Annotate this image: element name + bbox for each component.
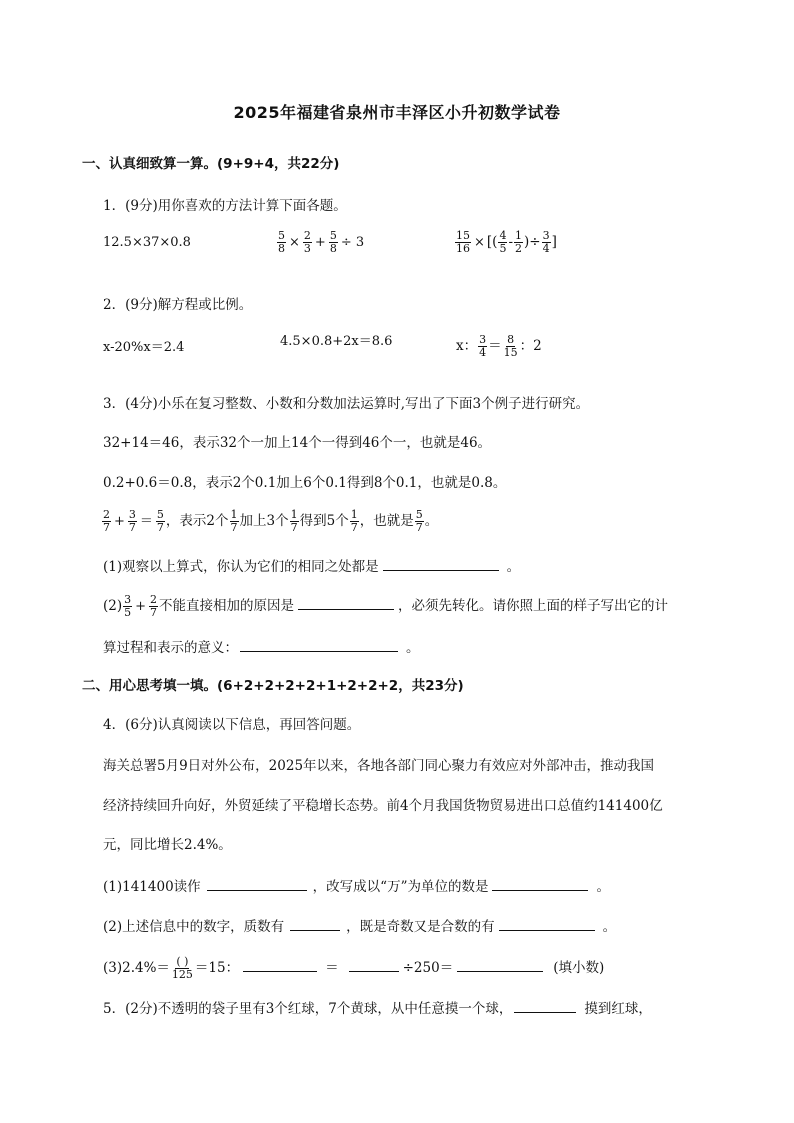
fraction: $\frac{3}{5}$: [124, 593, 132, 619]
q5-stem: 5．(2分)不透明的袋子里有3个红球，7个黄球，从中任意摸一个球， 摸到红球，: [103, 998, 652, 1018]
q3-sub-2-continued: 算过程和表示的意义： 。: [103, 637, 420, 657]
q3-sub-1: (1)观察以上算式，你认为它们的相同之处都是 。: [103, 556, 520, 576]
answer-blank[interactable]: [383, 556, 499, 571]
fraction: $\frac{3}{7}$: [128, 508, 136, 534]
page-title: 2025年福建省泉州市丰泽区小升初数学试卷: [233, 103, 561, 122]
q3-stem: 3．(4分)小乐在复习整数、小数和分数加法运算时,写出了下面3个例子进行研究。: [103, 396, 590, 412]
fraction: $\frac{3}{4}$: [542, 229, 550, 255]
fraction: $\frac{5}{8}$: [278, 229, 285, 255]
fraction: $\frac{1}{7}$: [290, 508, 298, 534]
q3-example-3: $\frac{2}{7}$ + $\frac{3}{7}$ ＝ $\frac{5}{7}$ ，表示2个 $\frac{1}{7}$ 加上3个 $\frac{1}{7}$ 得到5个 $\frac{1}{7}$ ，也就是 $\frac{5}{7}$ 。: [103, 508, 439, 534]
q2-eq2: 4.5×0.8+2x＝8.6: [280, 334, 393, 349]
q1-expr1: 12.5×37×0.8: [103, 235, 191, 250]
answer-blank[interactable]: [349, 957, 399, 972]
q2-eq1: x-20%x＝2.4: [103, 340, 185, 355]
q4-stem: 4．(6分)认真阅读以下信息，再回答问题。: [103, 717, 361, 733]
q4-paragraph-line-2: 经济持续回升向好，外贸延续了平稳增长态势。前4个月我国货物贸易进出口总值约141400亿: [103, 798, 663, 814]
fraction: $\frac{2}{7}$: [150, 593, 158, 619]
fraction: $\frac{1}{7}$: [230, 508, 238, 534]
q4-sub-2: (2)上述信息中的数字，质数有 ，既是奇数又是合数的有 。: [103, 916, 616, 936]
answer-blank[interactable]: [298, 595, 394, 610]
answer-blank[interactable]: [499, 916, 595, 931]
fraction: $\frac{1}{7}$: [350, 508, 358, 534]
section-1-heading: 一、认真细致算一算。(9+9+4，共22分): [82, 156, 340, 172]
fraction: $\frac{8}{15}$: [503, 333, 518, 359]
fraction: $\frac{5}{7}$: [415, 508, 423, 534]
q1-stem: 1．(9分)用你喜欢的方法计算下面各题。: [103, 198, 347, 214]
fraction: $\frac{2}{7}$: [103, 508, 110, 534]
fraction: $\frac{4}{5}$: [499, 229, 507, 255]
q2-stem: 2．(9分)解方程或比例。: [103, 297, 253, 313]
q3-example-2: 0.2+0.6＝0.8，表示2个0.1加上6个0.1得到8个0.1，也就是0.8。: [103, 475, 507, 491]
q1-expr3: $\frac{15}{16}$ × [( $\frac{4}{5}$ - $\frac{1}{2}$ )÷ $\frac{3}{4}$ ]: [456, 229, 557, 255]
fraction: $\frac{5}{8}$: [329, 229, 337, 255]
q4-paragraph-line-3: 元，同比增长2.4%。: [103, 837, 232, 853]
section-2-heading: 二、用心思考填一填。(6+2+2+2+2+1+2+2+2，共23分): [82, 678, 464, 694]
fraction: $\frac{2}{3}$: [303, 229, 311, 255]
answer-blank[interactable]: [243, 957, 317, 972]
answer-blank[interactable]: [492, 876, 588, 891]
answer-blank[interactable]: [240, 637, 398, 652]
fraction: $\frac{( )}{125}$: [171, 955, 193, 981]
q4-sub-3: (3)2.4%＝ $\frac{( )}{125}$ ＝15： ＝ ÷250＝ (填小数): [103, 955, 605, 981]
answer-blank[interactable]: [290, 916, 340, 931]
q2-eq3: x： $\frac{3}{4}$ ＝ $\frac{8}{15}$ ：2: [456, 333, 542, 359]
q4-sub-1: (1)141400读作 ，改写成以“万”为单位的数是 。: [103, 876, 610, 896]
fraction: $\frac{15}{16}$: [456, 229, 470, 255]
answer-blank[interactable]: [514, 998, 576, 1013]
q1-expr2: $\frac{5}{8}$ × $\frac{2}{3}$ + $\frac{5}{8}$ ÷ 3: [278, 229, 365, 255]
fraction: $\frac{1}{2}$: [515, 229, 523, 255]
fraction: $\frac{3}{4}$: [479, 333, 487, 359]
fraction: $\frac{5}{7}$: [156, 508, 164, 534]
q3-sub-2: (2) $\frac{3}{5}$ + $\frac{2}{7}$ 不能直接相加的原因是 ，必须先转化。请你照上面的样子写出它的计: [103, 593, 669, 619]
q4-paragraph-line-1: 海关总署5月9日对外公布，2025年以来，各地各部门同心聚力有效应对外部冲击，推动我国: [103, 758, 655, 774]
answer-blank[interactable]: [457, 957, 543, 972]
q3-example-1: 32+14＝46，表示32个一加上14个一得到46个一，也就是46。: [103, 435, 492, 451]
answer-blank[interactable]: [207, 876, 307, 891]
